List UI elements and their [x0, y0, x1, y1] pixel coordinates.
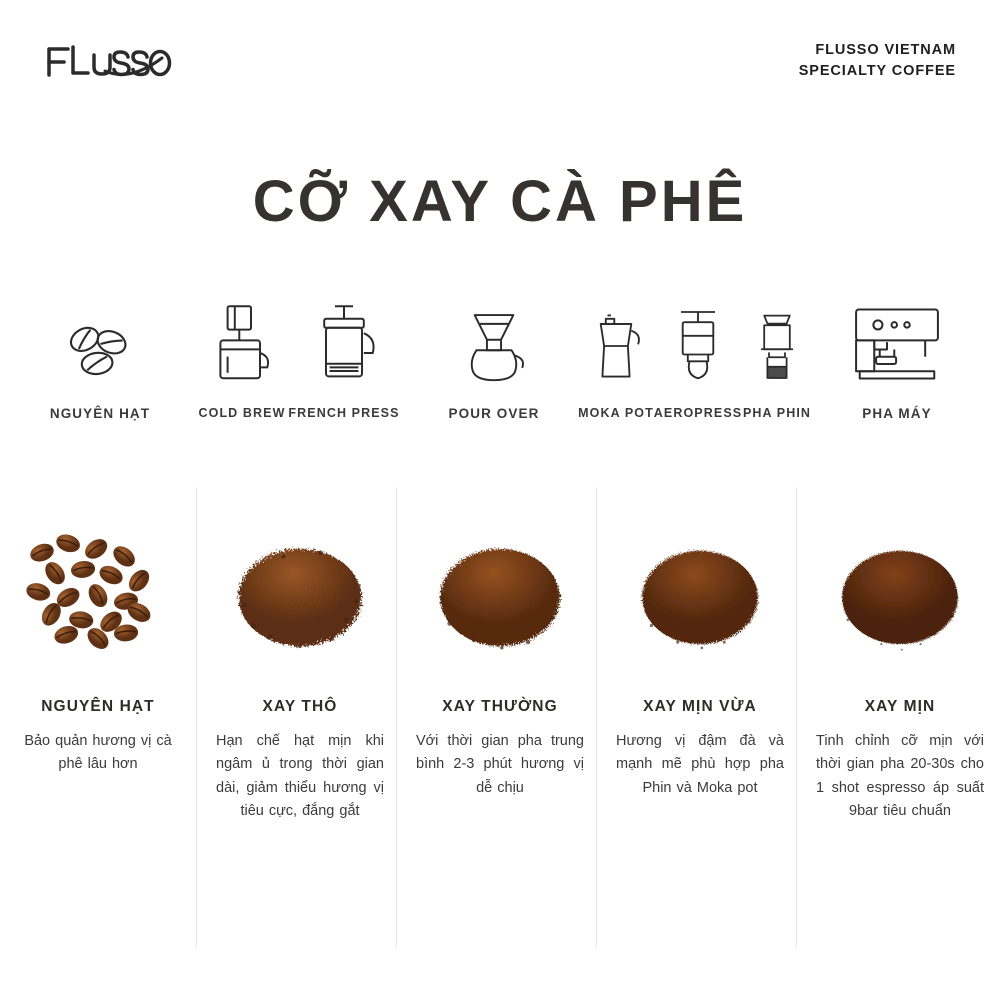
method-label: AEROPRESS	[653, 406, 743, 420]
grind-column-xay-min-vua	[616, 500, 784, 800]
coffee-beans-icon	[16, 296, 184, 388]
grind-title: XAY MỊN	[864, 698, 936, 715]
page-header	[0, 0, 1000, 110]
grind-description: Hương vị đậm đà và mạnh mẽ phù hợp pha Phin và Moka pot	[616, 733, 784, 796]
french-press-icon	[284, 296, 404, 388]
method-label: POUR OVER	[448, 406, 540, 421]
method-pour-over	[410, 296, 578, 421]
method-label: COLD BREW	[198, 406, 286, 420]
brand-text	[799, 40, 956, 82]
grind-column-nguyen-hat	[14, 500, 182, 777]
grind-title: XAY THÔ	[262, 698, 338, 715]
grind-title: NGUYÊN HẠT	[41, 698, 155, 715]
whole-beans-pile	[14, 500, 182, 680]
flusso-wordmark-logo	[42, 36, 172, 84]
method-french-press	[284, 296, 404, 420]
method-nguyen-hat	[16, 296, 184, 421]
espresso-machine-icon	[812, 296, 982, 388]
method-pha-may	[812, 296, 982, 421]
method-label: MOKA POT	[578, 406, 654, 420]
phin-filter-icon	[730, 296, 824, 388]
grind-description: Với thời gian pha trung bình 2-3 phút hương vị dễ chịu	[416, 733, 584, 796]
grind-title: XAY THƯỜNG	[442, 698, 558, 715]
grind-column-xay-thuong	[416, 500, 584, 800]
column-divider	[596, 487, 597, 947]
medium-grind-pile	[416, 500, 584, 680]
column-divider	[196, 487, 197, 947]
page-title: CỠ XAY CÀ PHÊ	[252, 169, 748, 234]
column-divider	[396, 487, 397, 947]
brew-method-row	[0, 296, 1000, 461]
coarse-grind-pile	[216, 500, 384, 680]
method-label: PHA MÁY	[862, 406, 932, 421]
grind-description: Hạn chế hạt mịn khi ngâm ủ trong thời gian dài, giảm thiểu hương vị tiêu cực, đắng gắt	[216, 733, 384, 820]
grind-description: Bảo quản hương vị cà phê lâu hơn	[24, 733, 172, 773]
grind-column-xay-min	[816, 500, 984, 824]
fine-grind-pile	[816, 500, 984, 680]
medium-fine-grind-pile	[616, 500, 784, 680]
method-pha-phin	[730, 296, 824, 420]
method-label: PHA PHIN	[742, 406, 812, 420]
column-divider	[796, 487, 797, 947]
pour-over-dripper-icon	[410, 296, 578, 388]
brand-line-1: FLUSSO VIETNAM	[815, 42, 956, 58]
method-label: NGUYÊN HẠT	[49, 406, 151, 421]
grind-description: Tinh chỉnh cỡ mịn với thời gian pha 20-30s cho 1 shot espresso áp suất 9bar tiêu chuẩn	[816, 733, 984, 820]
brand-line-2: SPECIALTY COFFEE	[798, 63, 956, 80]
grind-column-xay-tho	[216, 500, 384, 824]
method-label: FRENCH PRESS	[288, 406, 400, 420]
grind-title: XAY MỊN VỪA	[643, 698, 757, 715]
